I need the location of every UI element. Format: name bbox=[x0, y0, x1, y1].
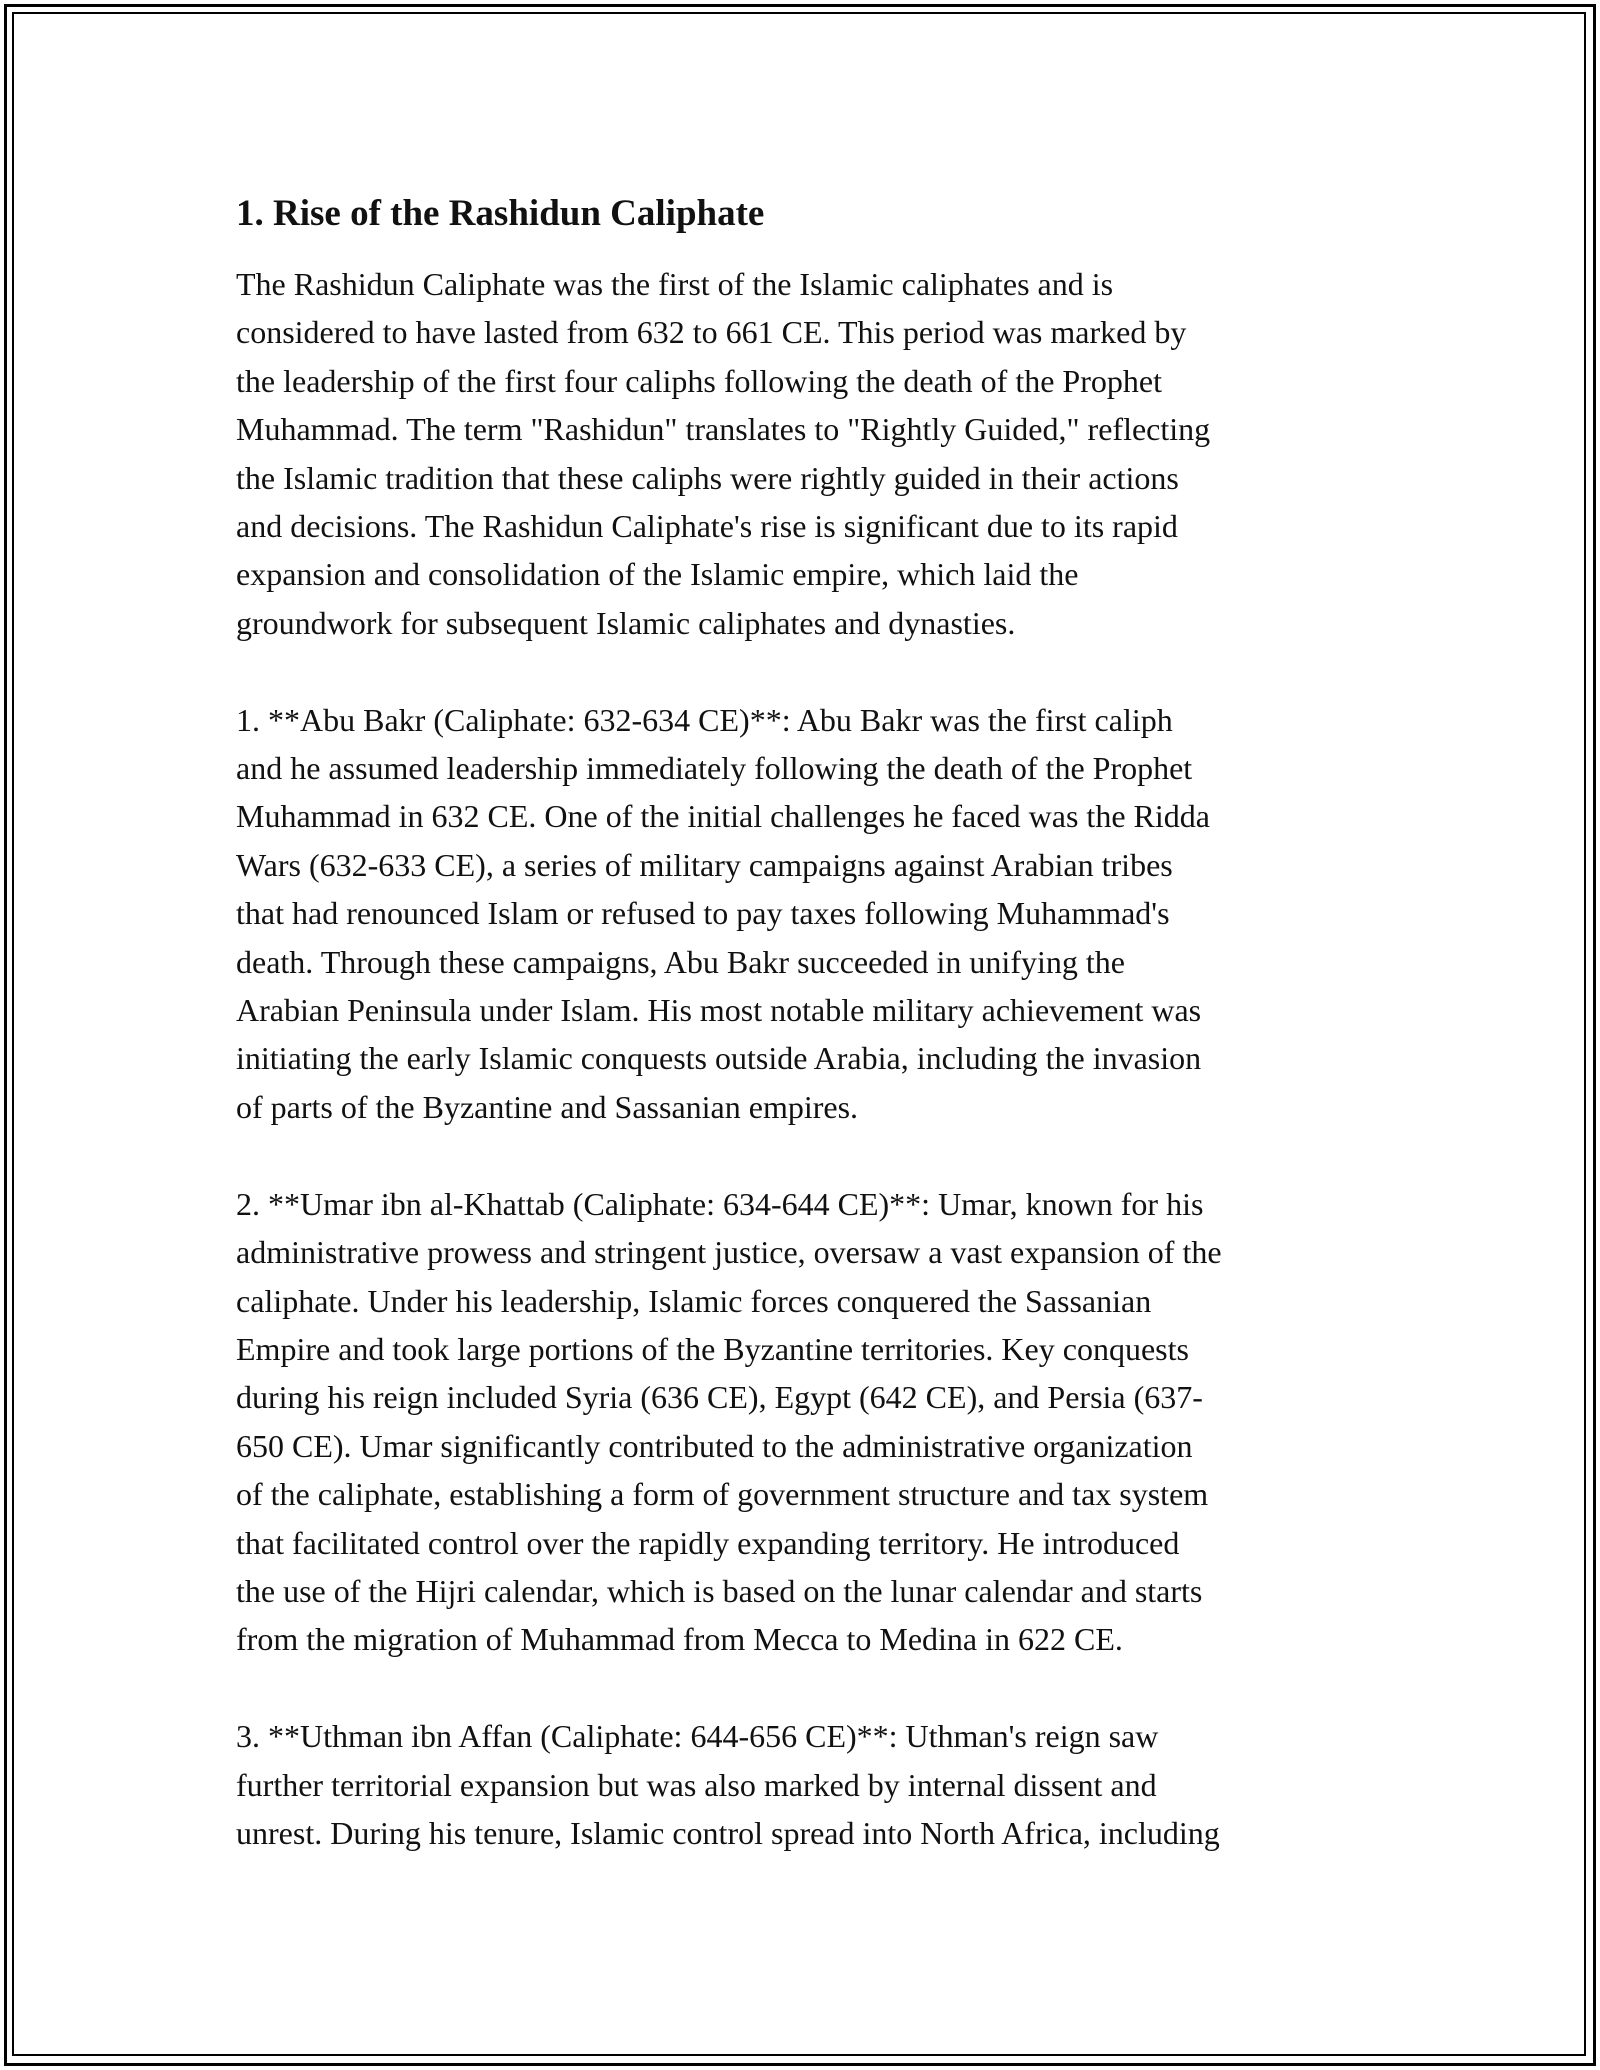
intro-paragraph: The Rashidun Caliphate was the first of the Islamic caliphates and is considered to have lasted from 632 to 661 CE. This period was marked by the leadership of the first four caliphs following the death of the Prophet Muhammad. The term "Rashidun" translates to "Rightly Guided," reflecting the Islamic tradition that these caliphs were rightly guided in their actions and decisions. The Rashidun Caliphate's rise is significant due to its rapid expansion and consolidation of the Islamic empire, which laid the groundwork for subsequent Islamic caliphates and dynasties. bbox=[236, 266, 1211, 641]
abu-bakr-paragraph: 1. **Abu Bakr (Caliphate: 632-634 CE)**: Abu Bakr was the first caliph and he assumed leadership immediately following the death of the Prophet Muhammad in 632 CE. One of the initial challenges he faced was the Ridda Wars (632-633 CE), a series of military campaigns against Arabian tribes that had renounced Islam or refused to pay taxes following Muhammad's death. Through these campaigns, Abu Bakr succeeded in unifying the Arabian Peninsula under Islam. His most notable military achievement was initiating the early Islamic conquests outside Arabia, including the invasion of parts of the Byzantine and Sassanian empires. bbox=[236, 701, 1210, 1125]
paragraph-gap bbox=[236, 1664, 1376, 1712]
document-body bbox=[236, 186, 1376, 1857]
paragraph-gap bbox=[236, 647, 1376, 695]
paragraph-gap bbox=[236, 1131, 1376, 1179]
umar-paragraph: 2. **Umar ibn al-Khattab (Caliphate: 634-644 CE)**: Umar, known for his administrative prowess and stringent justice, oversaw a vast expansion of the caliphate. Under his leadership, Islamic forces conquered the Sassanian Empire and took large portions of the Byzantine territories. Key conquests during his reign included Syria (636 CE), Egypt (642 CE), and Persia (637- 650 CE). Umar significantly contributed to the administrative organization of the caliphate, establishing a form of government structure and tax system that facilitated control over the rapidly expanding territory. He introduced the use of the Hijri calendar, which is based on the lunar calendar and starts from the migration of Muhammad from Mecca to Medina in 622 CE. bbox=[236, 1185, 1222, 1658]
section-heading: 1. Rise of the Rashidun Caliphate bbox=[236, 193, 765, 234]
uthman-paragraph: 3. **Uthman ibn Affan (Caliphate: 644-656 CE)**: Uthman's reign saw further territorial expansion but was also marked by internal dissent and unrest. During his tenure, Islamic control spread into North Africa, including bbox=[236, 1718, 1220, 1851]
